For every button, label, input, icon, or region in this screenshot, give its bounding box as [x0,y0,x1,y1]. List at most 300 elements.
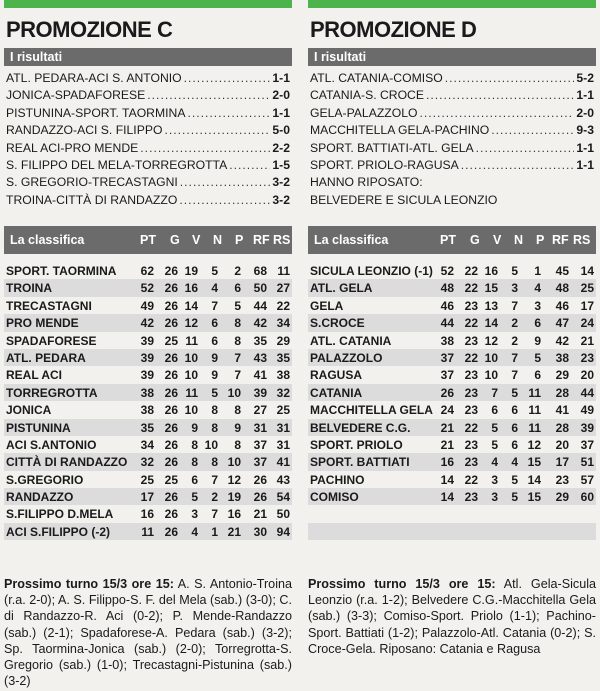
stat-rs: 49 [580,403,594,418]
stat-v: 10 [484,350,498,365]
stat-n: 8 [211,420,218,435]
stat-rf: 44 [253,298,267,313]
col-v: V [192,233,201,247]
stat-rf: 48 [555,281,569,296]
stat-g: 23 [464,490,478,505]
standings-table [4,262,292,540]
standings-row [308,419,596,436]
standings-row [308,471,596,488]
standings-row [4,279,292,296]
stat-v: 16 [484,264,498,278]
stat-rs: 94 [276,524,290,539]
stat-g: 26 [164,437,178,452]
stat-pt: 38 [440,333,454,348]
col-rf: RF [552,233,569,247]
empty-row [308,505,596,522]
stat-rs: 27 [276,281,290,296]
next-round [4,576,292,689]
col-p: P [536,233,545,247]
standings-row [308,297,596,314]
col-pt: PT [140,233,156,247]
stat-rf: 17 [555,455,569,470]
stat-v: 16 [184,281,198,296]
stat-g: 26 [164,350,178,365]
team-name: GELA [310,298,344,313]
match-score: 1-1 [272,105,290,120]
standings-row [4,436,292,453]
team-name: SICULA LEONZIO (-1) [310,264,433,278]
match-name: GELA-PALAZZOLO [310,105,418,120]
stat-rs: 39 [580,420,594,435]
stat-pt: 21 [440,420,454,435]
standings-row [4,314,292,331]
team-name: ACI S.ANTONIO [6,437,97,452]
stat-rs: 57 [580,472,594,487]
stat-rs: 21 [580,333,594,348]
match-score: 2-2 [272,140,290,155]
stat-rf: 47 [555,316,569,331]
standings-row [308,262,596,279]
stat-p: 9 [234,420,241,435]
stat-g: 25 [164,333,178,348]
col-v: V [493,233,502,247]
stat-v: 11 [185,385,198,400]
stat-g: 26 [164,385,178,400]
stat-rs: 41 [276,455,290,470]
team-name: RAGUSA [310,368,363,383]
stat-p: 8 [234,403,241,418]
stat-n: 5 [211,264,218,278]
stat-g: 26 [164,524,178,539]
col-g: G [470,233,480,247]
stat-pt: 24 [440,403,454,418]
stat-v: 10 [184,350,198,365]
stat-n: 2 [211,490,218,505]
match-score: 1-1 [576,88,594,103]
stat-g: 26 [164,507,178,522]
stat-n: 5 [511,385,518,400]
stat-rf: 41 [253,368,267,383]
stat-rf: 26 [253,472,267,487]
stat-p: 16 [227,507,241,522]
section-color-bar [308,0,596,8]
results-header: I risultati [4,48,292,66]
stat-n: 7 [511,298,518,313]
stat-rf: 28 [555,385,569,400]
stat-g: 23 [464,403,478,418]
stat-p: 6 [534,368,541,383]
stat-n: 4 [511,455,518,470]
stat-rf: 41 [555,403,569,418]
stat-p: 15 [527,455,541,470]
team-name: TROINA [6,281,52,296]
stat-p: 9 [534,333,541,348]
result-row [308,105,596,122]
col-pt: PT [440,233,456,247]
stat-pt: 35 [140,420,154,435]
next-round-label: Prossimo turno 15/3 ore 15: [4,577,174,591]
standings-row [4,401,292,418]
team-name: CITTÀ DI RANDAZZO [6,455,128,470]
standings-table [308,262,596,540]
stat-v: 7 [491,385,498,400]
stat-g: 25 [164,472,178,487]
stat-v: 12 [484,333,498,348]
stat-g: 22 [464,264,478,278]
next-round [308,576,596,657]
team-name: TORREGROTTA [6,385,98,400]
stat-v: 5 [491,420,498,435]
stat-p: 10 [227,385,241,400]
stat-g: 26 [164,281,178,296]
match-score: 9-3 [576,123,594,138]
stat-g: 26 [164,264,178,278]
match-name: S. FILIPPO DEL MELA-TORREGROTTA [6,157,228,172]
result-row [4,174,292,191]
result-row [308,122,596,139]
match-score: 1-1 [272,71,290,85]
col-rs: RS [273,233,291,247]
match-name: ATL. CATANIA-COMISO [310,71,443,85]
stat-rf: 20 [555,437,569,452]
result-row [4,140,292,157]
stat-rf: 28 [555,420,569,435]
standings-title: La classifica [10,233,85,247]
stat-p: 21 [227,524,241,539]
stat-pt: 42 [140,316,154,331]
stat-p: 6 [534,316,541,331]
stat-rs: 29 [276,333,290,348]
stat-rs: 54 [276,490,290,505]
stat-p: 7 [234,350,241,365]
team-name: SPORT. BATTIATI [310,455,410,470]
result-row [308,157,596,174]
match-score: 3-2 [272,175,290,190]
stat-rs: 31 [276,437,290,452]
results-list [4,70,292,209]
stat-rf: 37 [253,455,267,470]
stat-rs: 31 [276,420,290,435]
stat-n: 5 [511,490,518,505]
match-name: CATANIA-S. CROCE [310,88,424,103]
stat-pt: 62 [140,264,154,278]
match-score: 2-0 [272,88,290,103]
team-name: SPADAFORESE [6,333,97,348]
stat-v: 10 [184,368,198,383]
stat-g: 26 [164,490,178,505]
team-name: SPORT. PRIOLO [310,437,403,452]
stat-rf: 21 [253,507,267,522]
stat-v: 3 [491,490,498,505]
match-name: TROINA-CITTÀ DI RANDAZZO [6,192,178,207]
stat-n: 3 [511,281,518,296]
stat-p: 7 [234,368,241,383]
result-row [4,122,292,139]
stat-v: 6 [191,472,198,487]
match-score: 3-2 [272,192,290,207]
standings-row [308,453,596,470]
col-p: P [235,233,244,247]
standings-row [4,366,292,383]
match-score: 5-2 [576,71,594,85]
stat-rf: 26 [253,490,267,505]
match-name: SPORT. PRIOLO-RAGUSA [310,157,459,172]
stat-v: 10 [484,368,498,383]
team-name: S.GREGORIO [6,472,84,487]
stat-pt: 38 [140,385,154,400]
stat-rs: 22 [276,298,290,313]
stat-rf: 43 [253,350,267,365]
stat-rs: 14 [580,264,594,278]
stat-p: 12 [527,437,541,452]
next-round-text: Atl. Gela-Sicula Leonzio (r.a. 1-2); Belvedere C.G.-Macchitella Gela (sab.) (3-3); Comiso-Sport. Priolo (1-1); Pachino-Sport. Battiati (1-2); Palazzolo-Atl. Catania (0-2); S. Croce-Gela. Riposano: Catania e Ragusa [308,577,596,656]
stat-n: 9 [211,368,218,383]
stat-g: 22 [464,350,478,365]
stat-p: 4 [534,281,541,296]
standings-row [4,262,292,279]
team-name: ATL. PEDARA [6,350,86,365]
col-g: G [170,233,180,247]
stat-v: 8 [191,437,198,452]
stat-p: 11 [528,403,541,418]
standings-row [4,488,292,505]
standings-row [308,332,596,349]
stat-g: 22 [464,316,478,331]
stat-g: 26 [164,316,178,331]
team-name: ACI S.FILIPPO (-2) [6,524,111,539]
stat-rf: 38 [555,350,569,365]
result-row [308,87,596,104]
match-name: JONICA-SPADAFORESE [6,88,146,103]
team-name: PISTUNINA [6,420,71,435]
stat-p: 3 [534,298,541,313]
team-name: RANDAZZO [6,490,74,505]
standings-row [4,505,292,522]
result-row [4,105,292,122]
stat-rf: 29 [555,490,569,505]
stat-pt: 46 [440,298,454,313]
stat-g: 23 [464,368,478,383]
stat-p: 14 [527,472,541,487]
stat-rs: 50 [276,507,290,522]
stat-pt: 39 [140,350,154,365]
stat-g: 22 [464,281,478,296]
stat-p: 5 [534,350,541,365]
standings-row [4,332,292,349]
stat-g: 23 [464,298,478,313]
stat-pt: 26 [440,385,454,400]
match-score: 2-0 [576,105,594,120]
stat-v: 3 [491,472,498,487]
result-row [308,70,596,87]
match-score: 1-1 [576,157,594,172]
stat-rf: 42 [555,333,569,348]
stat-v: 10 [184,403,198,418]
standings-header [4,226,292,254]
next-round-label: Prossimo turno 15/3 ore 15: [308,577,496,591]
stat-g: 26 [164,420,178,435]
stat-rf: 50 [253,281,267,296]
stat-rs: 11 [277,264,290,278]
stat-pt: 21 [440,437,454,452]
standings-row [4,471,292,488]
result-row [308,140,596,157]
stat-n: 9 [211,350,218,365]
stat-p: 8 [234,316,241,331]
stat-rs: 51 [580,455,594,470]
stat-pt: 11 [141,524,154,539]
stat-pt: 16 [140,507,154,522]
stat-pt: 39 [140,333,154,348]
standings-row [308,384,596,401]
stat-p: 12 [227,472,241,487]
stat-g: 23 [464,437,478,452]
team-name: PALAZZOLO [310,350,383,365]
stat-rs: 20 [580,368,594,383]
stat-g: 26 [164,368,178,383]
stat-v: 12 [184,316,198,331]
standings-row [4,384,292,401]
stat-v: 15 [484,281,498,296]
stat-n: 7 [211,298,218,313]
page-title: PROMOZIONE C [6,17,173,42]
rest-teams: BELVEDERE E SICULA LEONZIO [310,192,498,207]
stat-pt: 17 [140,490,154,505]
stat-n: 7 [511,368,518,383]
stat-rf: 68 [253,264,267,278]
stat-pt: 49 [140,298,154,313]
team-name: TRECASTAGNI [6,298,92,313]
stat-v: 4 [191,524,198,539]
standings-row [308,488,596,505]
stat-p: 8 [234,437,241,452]
stat-p: 10 [227,455,241,470]
stat-n: 7 [211,472,218,487]
stat-g: 26 [164,403,178,418]
stat-g: 23 [464,385,478,400]
stat-n: 2 [511,333,518,348]
standings-row [4,453,292,470]
stat-g: 26 [164,298,178,313]
stat-rs: 34 [276,316,290,331]
promozione-d-column [308,0,596,656]
stat-n: 7 [211,507,218,522]
stat-rs: 43 [276,472,290,487]
match-name: PISTUNINA-SPORT. TAORMINA [6,105,186,120]
stat-v: 8 [191,455,198,470]
team-name: BELVEDERE C.G. [310,420,411,435]
standings-row [308,401,596,418]
match-name: S. GREGORIO-TRECASTAGNI [6,175,178,190]
stat-rs: 37 [580,437,594,452]
stat-rf: 30 [253,524,267,539]
stat-rf: 35 [253,333,267,348]
stat-rs: 44 [580,385,594,400]
stat-n: 6 [211,333,218,348]
stat-n: 5 [511,472,518,487]
stat-g: 26 [164,455,178,470]
standings-row [308,279,596,296]
match-name: SPORT. BATTIATI-ATL. GELA [310,140,474,155]
stat-n: 8 [211,403,218,418]
results-header: I risultati [308,48,596,66]
stat-v: 6 [491,403,498,418]
team-name: SPORT. TAORMINA [6,264,117,278]
results-list [308,70,596,209]
col-rf: RF [253,233,270,247]
stat-v: 9 [191,420,198,435]
standings-title: La classifica [314,233,389,247]
stat-pt: 32 [140,455,154,470]
team-name: S.CROCE [310,316,365,331]
stat-rs: 35 [276,350,290,365]
stat-g: 23 [464,333,478,348]
stat-v: 13 [484,298,498,313]
stat-rs: 17 [580,298,594,313]
team-name: MACCHITELLA GELA [310,403,433,418]
result-row [4,87,292,104]
stat-v: 14 [484,316,498,331]
col-n: N [213,233,223,247]
stat-pt: 14 [440,490,454,505]
stat-p: 11 [528,385,541,400]
stat-v: 11 [185,333,198,348]
match-name: ATL. PEDARA-ACI S. ANTONIO [6,71,182,85]
stat-p: 2 [234,264,241,278]
stat-p: 15 [527,490,541,505]
promozione-c-column [4,0,292,689]
stat-n: 7 [511,350,518,365]
result-row [4,70,292,87]
stat-rs: 60 [580,490,594,505]
stat-pt: 52 [140,281,154,296]
stat-n: 4 [211,281,218,296]
stat-rf: 46 [555,298,569,313]
stat-rs: 25 [580,281,594,296]
stat-rs: 23 [580,350,594,365]
team-name: CATANIA [310,385,363,400]
stat-p: 19 [227,490,241,505]
team-name: PRO MENDE [6,316,79,331]
stat-n: 5 [211,385,218,400]
next-round-text: A. S. Antonio-Troina (r.a. 2-0); A. S. Filippo-S. F. del Mela (sab.) (3-0); C. di Randazzo-R. Aci (0-2); P. Mende-Randazzo (sab.) (2-1); Spadaforese-A. Pedara (sab.) (3-2); Sp. Taormina-Jonica (sab.) (2-0); Torregrotta-S. Gregorio (sab.) (1-0); Trecastagni-Pistunina (sab.) (3-2) [4,577,292,689]
stat-n: 6 [511,437,518,452]
stat-p: 8 [234,333,241,348]
section-color-bar [4,0,292,8]
stat-p: 6 [234,281,241,296]
team-name: PACHINO [310,472,365,487]
stat-n: 6 [511,420,518,435]
stat-rf: 27 [253,403,267,418]
stat-rs: 25 [276,403,290,418]
stat-pt: 34 [140,437,154,452]
stat-rf: 23 [555,472,569,487]
match-name: MACCHITELLA GELA-PACHINO [310,123,490,138]
standings-row [308,314,596,331]
stat-rf: 29 [555,368,569,383]
stat-rs: 38 [276,368,290,383]
stat-n: 10 [204,437,218,452]
stat-pt: 38 [140,403,154,418]
stat-p: 5 [234,298,241,313]
stat-v: 5 [491,437,498,452]
match-name: REAL ACI-PRO MENDE [6,140,139,155]
col-rs: RS [573,233,591,247]
col-n: N [514,233,524,247]
stat-n: 6 [211,316,218,331]
standings-row [4,419,292,436]
empty-row [308,523,596,540]
